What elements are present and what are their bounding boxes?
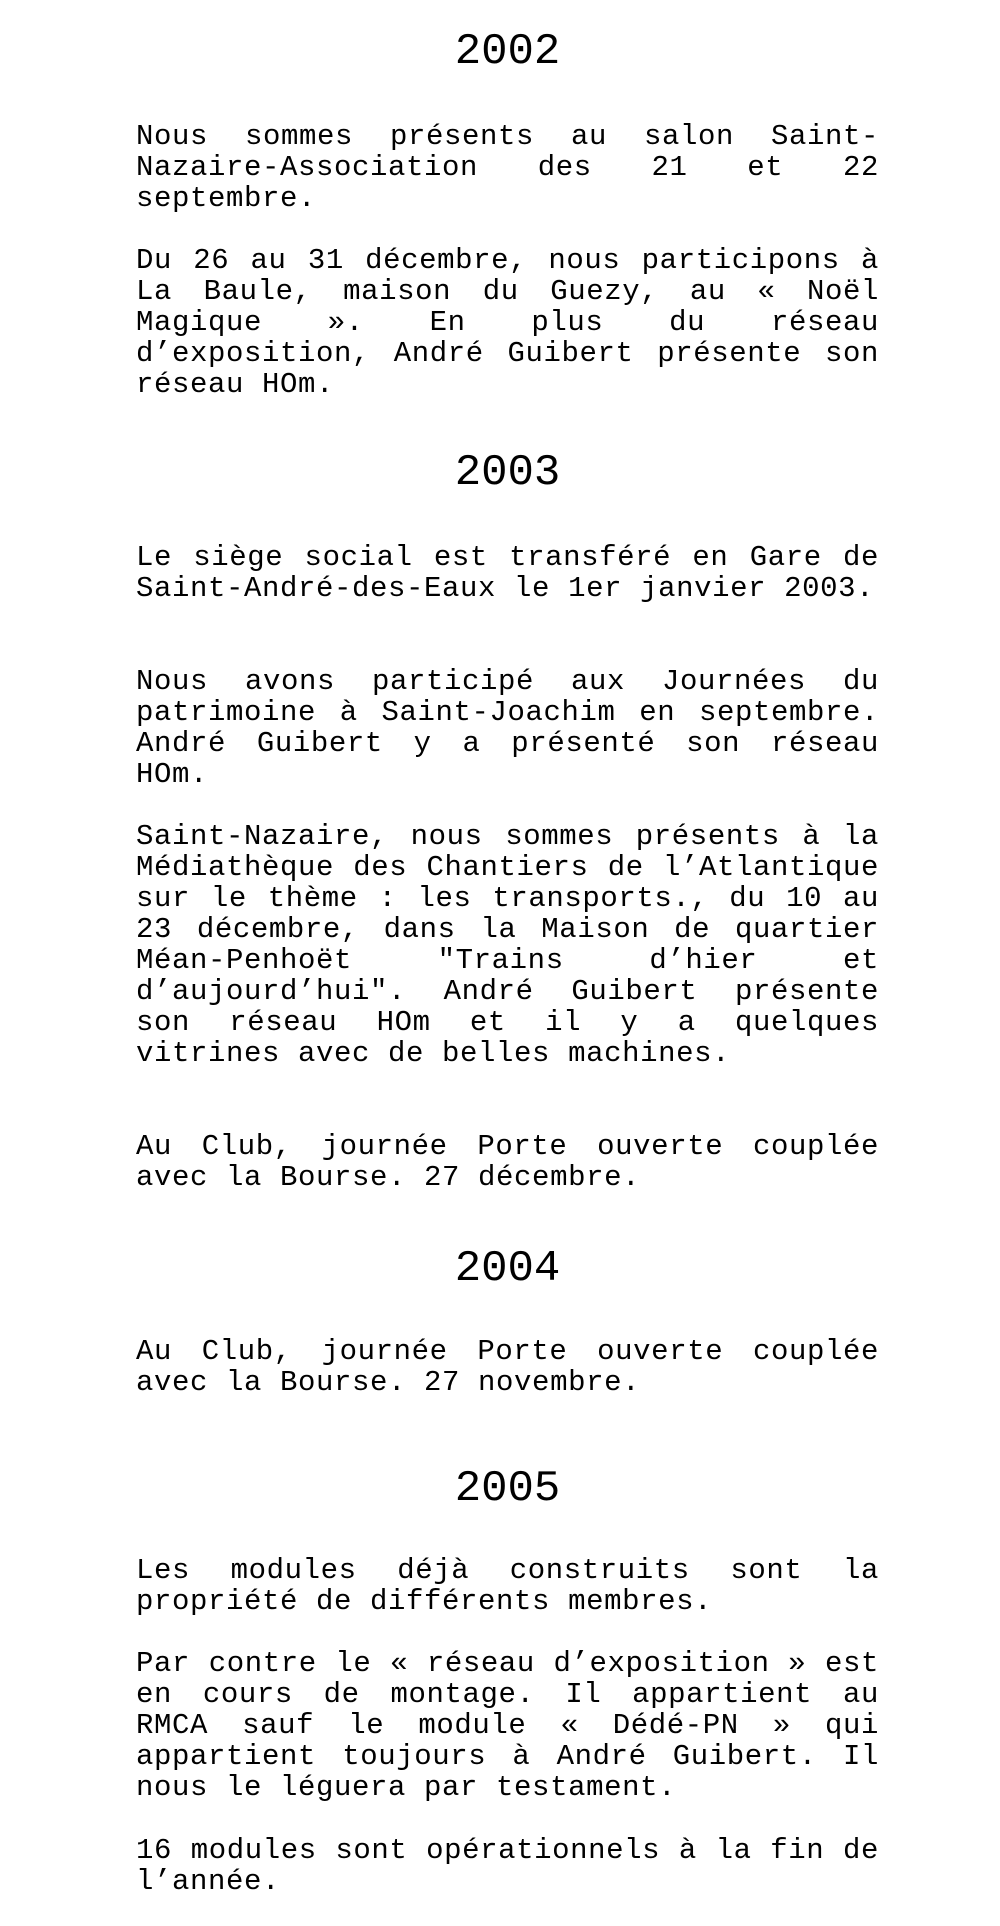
year-heading: 2004 — [454, 1244, 561, 1294]
section-2002-body-2 — [136, 245, 879, 400]
section-2003-body-4 — [136, 1131, 879, 1193]
section-2005 — [136, 1463, 879, 1515]
section-2003-body-3 — [136, 821, 879, 1069]
paragraph: Nous avons participé aux Journées du patrimoine à Saint-Joachim en septembre. André Guibert y a présenté son réseau HOm. — [136, 665, 879, 791]
paragraph: Le siège social est transféré en Gare de Saint-André-des-Eaux le 1er janvier 2003. — [136, 541, 879, 605]
section-2005-body-2 — [136, 1648, 879, 1803]
paragraph: Les modules déjà construits sont la propriété de différents membres. — [136, 1554, 879, 1618]
paragraph: 16 modules sont opérationnels à la fin de l’année. — [136, 1834, 879, 1898]
paragraph: Au Club, journée Porte ouverte couplée avec la Bourse. 27 novembre. — [136, 1335, 879, 1399]
year-heading: 2003 — [454, 448, 561, 498]
section-2003-body-2 — [136, 666, 879, 790]
section-2004 — [136, 1243, 879, 1295]
section-2002 — [136, 26, 879, 78]
section-2004-body-1 — [136, 1336, 879, 1398]
section-2003-body-1 — [136, 542, 879, 604]
section-2005-body-3 — [136, 1835, 879, 1897]
year-heading: 2002 — [454, 27, 561, 77]
paragraph: Au Club, journée Porte ouverte couplée avec la Bourse. 27 décembre. — [136, 1130, 879, 1194]
paragraph: Par contre le « réseau d’exposition » est en cours de montage. Il appartient au RMCA sauf le module « Dédé-PN » qui appartient toujours à André Guibert. Il nous le léguera par testament. — [136, 1647, 879, 1804]
paragraph: Saint-Nazaire, nous sommes présents à la Médiathèque des Chantiers de l’Atlantique sur le thème : les transports., du 10 au 23 décembre, dans la Maison de quartier Méan-Penhoët "Trains d’hier et d’aujourd’hui". André Guibert présente son réseau HOm et il y a quelques vitrines avec de belles machines. — [136, 820, 879, 1070]
paragraph: Nous sommes présents au salon Saint-Nazaire-Association des 21 et 22 septembre. — [136, 120, 879, 215]
section-2002-body — [136, 121, 879, 214]
section-2005-body-1 — [136, 1555, 879, 1617]
section-2003 — [136, 447, 879, 499]
paragraph: Du 26 au 31 décembre, nous participons à La Baule, maison du Guezy, au « Noël Magique ». En plus du réseau d’exposition, André Guibert présente son réseau HOm. — [136, 244, 879, 401]
year-heading: 2005 — [454, 1464, 561, 1514]
